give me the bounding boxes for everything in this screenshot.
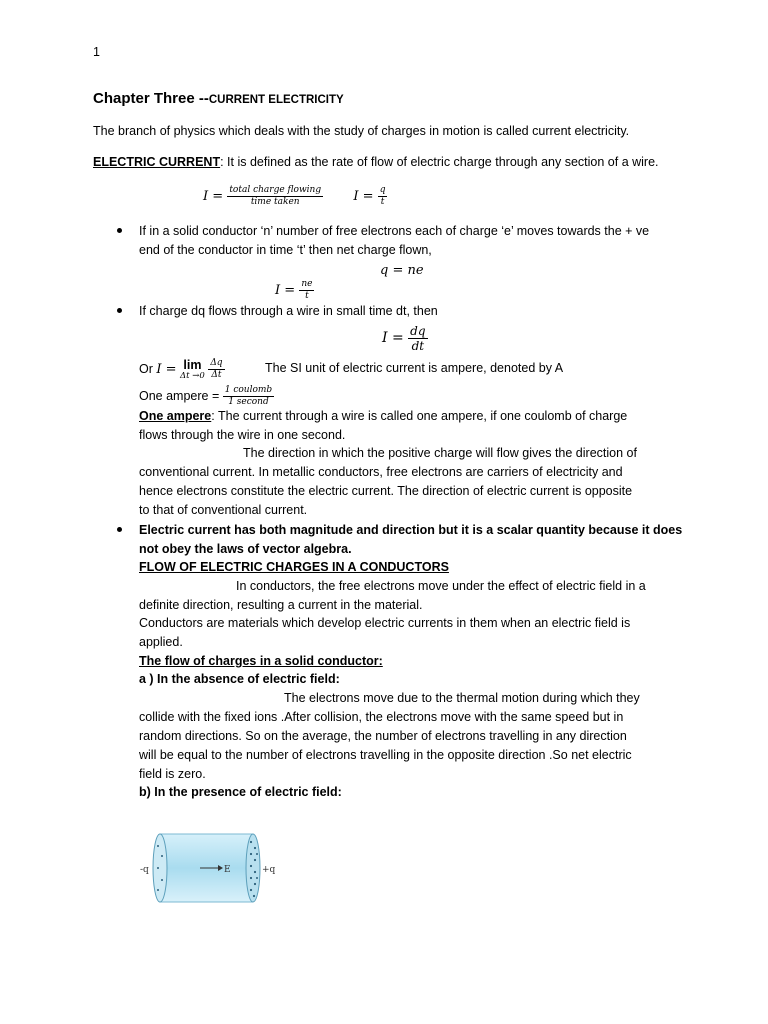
bullet3-line1: Electric current has both magnitude and direction but it is a scalar quantity because it does (139, 523, 683, 537)
formula-current-definition (203, 184, 387, 210)
flow-heading: FLOW OF ELECTRIC CHARGES IN A CONDUCTORS (139, 560, 449, 574)
intro-text: The branch of physics which deals with the study of charges in motion is called current electricity. (93, 124, 630, 138)
one-ampere-fraction (223, 385, 274, 408)
absence-text-4: will be equal to the number of electrons travelling in the opposite direction .So net electric (139, 748, 632, 762)
lim-fraction (208, 358, 224, 381)
one-ampere-term: One ampere (139, 409, 212, 423)
conventional-current-2: conventional current. In metallic conductors, free electrons are carriers of electricity and (139, 465, 623, 479)
oa-num: 1 coulomb (224, 385, 273, 396)
electric-current-term: ELECTRIC CURRENT (93, 155, 221, 169)
eq-dqdt-fraction (408, 324, 427, 353)
bullet3-line2: not obey the laws of vector algebra. (139, 542, 352, 556)
eq-i-num: ne (301, 279, 313, 289)
electric-current-text: : It is defined as the rate of flow of electric charge through any section of a wire. (220, 155, 659, 169)
one-ampere-definition (139, 407, 627, 426)
absence-text-1: The electrons move due to the thermal motion during which they (284, 691, 640, 705)
eq-dqdt-den: dt (411, 338, 425, 353)
formula1-lhs2: I = (353, 189, 374, 204)
lim-den: Δt (211, 370, 222, 381)
bullet2-line1: If charge dq flows through a wire in small time dt, then (139, 304, 438, 318)
conventional-current-3: hence electrons constitute the electric current. The direction of electric current is opposite (139, 484, 633, 498)
page-number: 1 (93, 45, 100, 59)
formula1-den2: t (380, 197, 385, 207)
flow-p2-2: applied. (139, 635, 183, 649)
bullet-dot (117, 308, 122, 313)
equation-i-dq-dt (382, 322, 428, 354)
one-ampere-eq-label: One ampere = (139, 389, 220, 403)
eq-i-fraction (299, 279, 314, 302)
formula1-num: total charge flowing (229, 185, 322, 195)
electric-current-definition (93, 153, 659, 172)
lim-word: lim (183, 357, 202, 372)
formula1-fraction (227, 185, 323, 208)
conventional-current-1: The direction in which the positive charge will flow gives the direction of (243, 446, 637, 460)
chapter-heading (93, 89, 344, 110)
equation-q-ne: q = ne (380, 263, 424, 278)
field-label: E (224, 865, 231, 875)
absence-field-label: a ) In the absence of electric field: (139, 672, 340, 686)
oa-den: 1 second (228, 397, 269, 408)
lim-sub: Δt →0 (180, 370, 205, 381)
conductor-figure (138, 826, 278, 910)
formula1-fraction2 (378, 185, 388, 208)
lim-lhs: I = (156, 362, 177, 377)
si-unit-text: The SI unit of electric current is ampere, denoted by A (265, 361, 564, 375)
formula1-lhs: I = (203, 189, 224, 204)
equation-i-ne-t (275, 278, 314, 304)
conventional-current-4: to that of conventional current. (139, 503, 308, 517)
eq-i-lhs: I = (275, 283, 296, 298)
absence-text-5: field is zero. (139, 767, 206, 781)
right-charge-label: +q (262, 865, 276, 875)
chapter-prefix: Chapter Three -- (93, 90, 209, 107)
lim-num: Δq (210, 358, 223, 369)
formula1-den: time taken (250, 197, 300, 207)
one-ampere-def-2: flows through the wire in one second. (139, 428, 346, 442)
flow-p1-2: definite direction, resulting a current in the material. (139, 598, 423, 612)
flow-p1-1: In conductors, the free electrons move under the effect of electric field in a (236, 579, 646, 593)
flow-p2-1: Conductors are materials which develop electric currents in them when an electric field is (139, 616, 631, 630)
bullet-dot (117, 228, 122, 233)
absence-text-2: collide with the fixed ions .After collision, the electrons move with the same speed but in (139, 710, 624, 724)
chapter-title: CURRENT ELECTRICITY (208, 94, 344, 106)
bullet1-line1: If in a solid conductor ‘n’ number of free electrons each of charge ‘e’ moves towards the + ve (139, 224, 650, 238)
solid-conductor-heading: The flow of charges in a solid conductor: (139, 654, 383, 668)
left-charge-label: -q (140, 865, 149, 875)
eq-dqdt-lhs: I = (382, 330, 404, 346)
or-label: Or (139, 362, 153, 376)
formula1-num2: q (379, 185, 386, 195)
eq-i-den: t (305, 291, 309, 301)
absence-text-3: random directions. So on the average, the number of electrons travelling in any direction (139, 729, 627, 743)
eq-dqdt-num: dq (410, 323, 426, 338)
lim-operator (180, 359, 205, 381)
bullet-dot (117, 527, 122, 532)
limit-equation-line (139, 357, 225, 382)
one-ampere-equation (139, 383, 274, 409)
one-ampere-def-1: : The current through a wire is called one ampere, if one coulomb of charge (211, 409, 628, 423)
presence-field-label: b) In the presence of electric field: (139, 785, 342, 799)
bullet1-line2: end of the conductor in time ‘t’ then net charge flown, (139, 243, 432, 257)
